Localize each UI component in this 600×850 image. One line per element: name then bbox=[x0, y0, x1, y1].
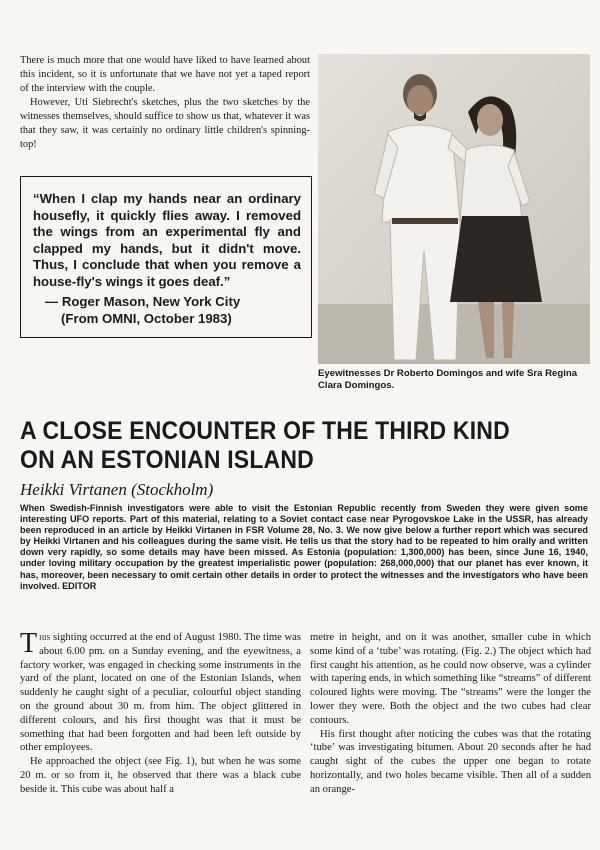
intro-text bbox=[20, 54, 310, 152]
body-column-left bbox=[20, 628, 301, 797]
intro-paragraph: However, Uti Siebrecht's sketches, plus the two sketches by the witnesses themselves, should suffice to show us that, whatever it was that they saw, it was certainly no ordinary little children's spinning-top! bbox=[20, 97, 310, 150]
quote-attribution: — Roger Mason, New York City bbox=[45, 294, 241, 309]
body-text: sighting occurred at the end of August 1980. The time was about 6.00 pm. on a Sunday evening, and the eyewitness, a factory worker, was engaged in checking some instruments in the yard of the plant, located on one of the Estonian Islands, when suddenly he caught sight of a peculiar, colourful object standing on the ground about 30 m. from him. The object glittered in different colours, and his first thought was that it must be something that had been forgotten and had been left outside by other employees. bbox=[20, 632, 301, 754]
article-author: Heikki Virtanen (Stockholm) bbox=[20, 480, 214, 499]
body-paragraph: He approached the object (see Fig. 1), but when he was some 20 m. or so from it, he observed that there was a black cube beside it. This cube was about half a bbox=[20, 756, 301, 795]
witness-photo bbox=[318, 54, 590, 364]
body-paragraph: His first thought after noticing the cubes was that the rotating ‘tube’ was investigating bitumen. About 20 seconds after he had caught sight of the cubes the upper one began to rotate horizontally, and two holes became visible. Then all of a sudden an orange- bbox=[310, 728, 591, 795]
photo-illustration bbox=[318, 54, 590, 364]
intro-paragraph: There is much more that one would have liked to have learned about this incident, so it is unfortunate that we have not yet a taped report of the interview with the couple. bbox=[20, 55, 310, 94]
lead-smallcaps: his bbox=[39, 632, 51, 643]
quote-box bbox=[20, 176, 312, 338]
body-paragraph bbox=[20, 628, 301, 755]
article-standfirst: When Swedish-Finnish investigators were able to visit the Estonian Republic recently from Sweden they were given some interesting UFO reports. Part of this material, relating to a Soviet contact case near Pyrogovskoe Lake in the USSR, has already been reproduced in an article by Heikki Virtanen in FSR Volume 28, No. 3. We now give below a further report which was secured by Heikki Virtanen and his colleagues during the same visit. He tells us that the story had to be repeated to him orally and written down very rapidly, so some details may have been missed. As Estonia (population: 1,300,000) has been, since June 16, 1940, under loving military occupation by the greatest imperialistic power (population: 268,000,000) that our planet has ever known, it has, moreover, been necessary to omit certain other details in order to protect the witnesses and the investigators who have been involved. EDITOR bbox=[20, 503, 588, 591]
photo-caption: Eyewitnesses Dr Roberto Domingos and wife Sra Regina Clara Domingos. bbox=[318, 368, 578, 391]
body-column-right bbox=[310, 631, 591, 797]
quote-source: (From OMNI, October 1983) bbox=[61, 310, 232, 326]
article-headline: A CLOSE ENCOUNTER OF THE THIRD KIND ON AN ESTONIAN ISLAND bbox=[20, 417, 510, 474]
drop-cap: T bbox=[20, 628, 38, 659]
body-paragraph: metre in height, and on it was another, smaller cube in which some kind of a ‘tube’ was rotating. (Fig. 2.) The object which had first caught his attention, as he could now observe, was a cylinder with tapering ends, in which something like “streams” of different coloured lights were moving. The “streams” were the longer the lower they were. Both the object and the two cubes had clear contours. bbox=[310, 632, 591, 726]
quote-text: “When I clap my hands near an ordinary housefly, it quickly flies away. I removed the wings from an experimental fly and clapped my hands, but it didn't move. Thus, I conclude that when you remove a house-fly's wings it goes deaf.” bbox=[33, 191, 301, 289]
